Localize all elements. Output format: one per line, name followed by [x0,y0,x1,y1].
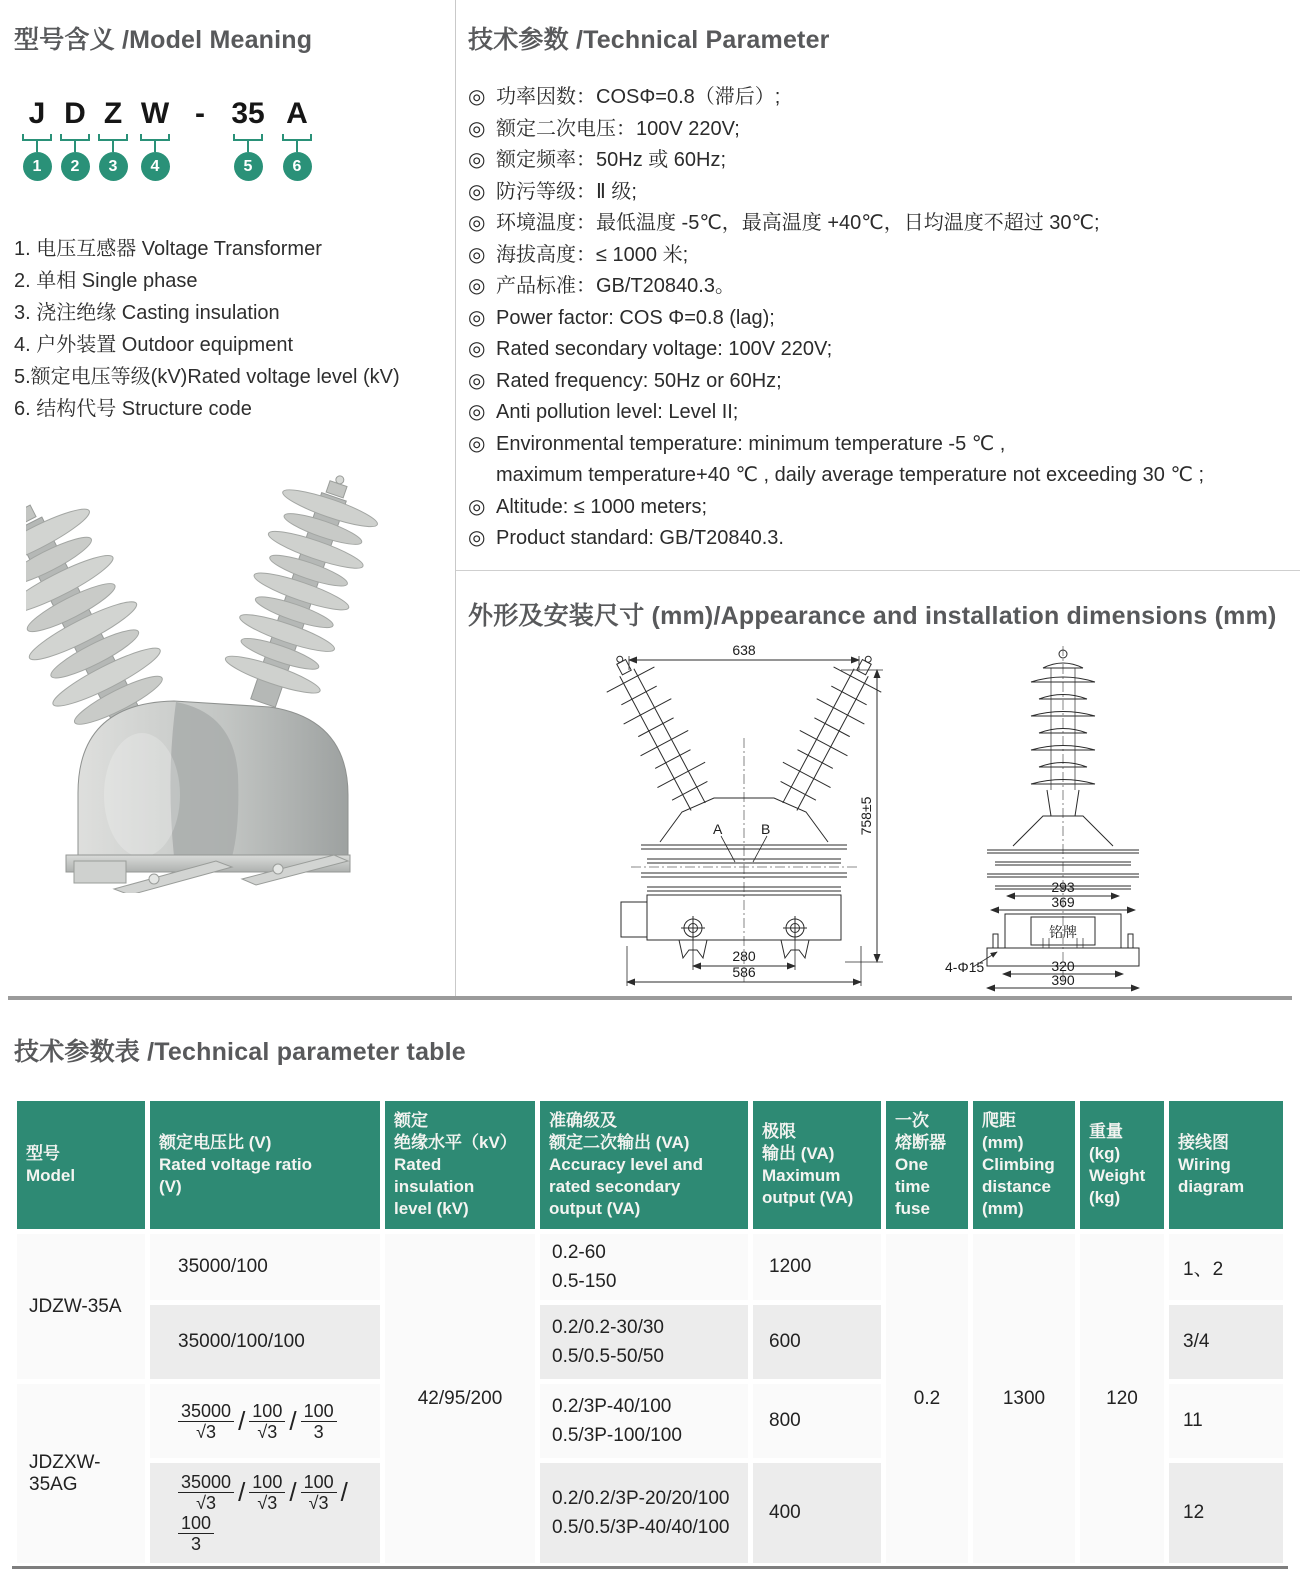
code-number-badge: 6 [283,152,312,181]
code-letter: 35 [231,97,265,130]
bullet-text: 产品标准：GB/T20840.3。 [496,275,735,297]
list-item: 6. 结构代号 Structure code [14,398,252,420]
side-view-drawing [938,640,1188,992]
technical-parameter-title: 技术参数 /Technical Parameter [468,26,830,54]
code-connector-stem [247,141,249,152]
table-bottom-rule [12,1566,1288,1569]
model-meaning-list [14,233,444,425]
model-meaning-title: 型号含义 /Model Meaning [14,26,313,54]
header-wiring: 接线图 Wiring diagram [1169,1101,1283,1229]
model-code-part [222,98,274,181]
cell-max-output: 1200 [753,1234,881,1300]
code-number-badge: 2 [61,152,90,181]
cell-max-output: 800 [753,1384,881,1458]
bullet-text: 环境温度：最低温度 -5℃，最高温度 +40℃，日均温度不超过 30℃; [496,212,1100,234]
code-letter: J [28,97,46,130]
cell-wiring: 11 [1169,1384,1283,1458]
cell-climbing: 1300 [973,1234,1075,1563]
code-connector [22,134,52,141]
bullet-line [468,82,1292,114]
list-item: 1. 电压互感器 Voltage Transformer [14,238,322,260]
header-accuracy: 准确级及 额定二次输出 (VA) Accuracy level and rated secondary output (VA) [540,1101,748,1229]
code-connector [282,134,312,141]
list-item: 5.额定电压等级(kV)Rated voltage level (kV) [14,366,400,388]
code-letter: Z [103,97,123,130]
bullet-text: maximum temperature+40 ℃ , daily average temperature not exceeding 30 ℃ ; [496,464,1205,486]
product-photo [26,465,444,898]
nameplate-label: 铭牌 [1049,924,1077,940]
bullseye-icon: ◎ [468,117,486,140]
header-insulation-level: 额定 绝缘水平（kV） Rated insulation level (kV) [385,1101,535,1229]
model-code-part [132,98,178,181]
bullseye-icon: ◎ [468,527,486,549]
bullet-line [468,145,1292,177]
bullet-line-continuation [468,460,1292,492]
right-column-divider [456,570,1300,571]
cell-wiring: 12 [1169,1463,1283,1563]
section-divider [8,996,1292,1000]
dim-293: 293 [1051,879,1075,895]
code-connector-stem [74,141,76,152]
dim-390: 390 [1051,972,1075,988]
bullseye-icon: ◎ [468,369,486,392]
cell-ratio-fractions: $\frac{35000}{√3}$ / $\frac{100}{√3}$ / $\frac{100}{3}$ [150,1384,380,1458]
dim-758: 758±5 [858,796,874,836]
cell-accuracy: 0.2/0.2-30/30 0.5/0.5-50/50 [540,1305,748,1379]
bullet-line [468,492,1292,524]
cell-insulation: 42/95/200 [385,1234,535,1563]
bullet-spacer [468,460,496,492]
bullet-text: Rated frequency: 50Hz or 60Hz; [496,369,782,392]
cell-accuracy: 0.2/0.2/3P-20/20/100 0.5/0.5/3P-40/40/100 [540,1463,748,1563]
dimension-drawings [600,640,1300,992]
terminal-b-label: B [761,821,771,837]
cell-max-output: 600 [753,1305,881,1379]
bullet-line [468,303,1292,335]
cell-ratio: 35000/100 [150,1234,380,1300]
technical-parameter-table [12,1096,1288,1569]
header-fuse: 一次 熔断器 One time fuse [886,1101,968,1229]
list-item: 2. 单相 Single phase [14,270,198,292]
bullet-line [468,177,1292,209]
bullet-line [468,334,1292,366]
front-view-drawing [600,640,910,992]
cell-ratio-fractions: $\frac{35000}{√3}$ / $\frac{100}{√3}$ / $\frac{100}{√3}$ / $\frac{100}{3}$ [150,1463,380,1563]
code-connector-stem [296,141,298,152]
bullet-line [468,397,1292,429]
bullet-text: Altitude: ≤ 1000 meters; [496,495,708,518]
cell-model: JDZW-35A [17,1234,145,1379]
bullseye-icon: ◎ [468,495,486,518]
vertical-divider [455,0,456,998]
transformer-illustration [26,465,384,893]
header-climbing: 爬距 (mm) Climbing distance (mm) [973,1101,1075,1229]
bullseye-icon: ◎ [468,212,486,234]
bullet-line [468,114,1292,146]
bullseye-icon: ◎ [468,306,486,329]
code-letter: W [140,97,170,130]
dim-586: 586 [732,964,756,980]
dim-280: 280 [732,948,756,964]
bullet-text: Rated secondary voltage: 100V 220V; [496,338,833,360]
bullseye-icon: ◎ [468,432,486,455]
cell-ratio: 35000/100/100 [150,1305,380,1379]
bullet-line [468,271,1292,303]
terminal-a-label: A [713,821,723,837]
parameter-bullets-zh [468,82,1292,555]
table-title: 技术参数表 /Technical parameter table [14,1038,466,1066]
code-letter: A [286,97,308,130]
cell-weight: 120 [1080,1234,1164,1563]
bullet-text: 海拔高度：≤ 1000 米; [496,243,689,266]
bullet-line [468,240,1292,272]
code-number-badge: 3 [99,152,128,181]
dim-holes: 4-Φ15 [945,959,985,975]
code-number-badge: 5 [234,152,263,181]
dim-320: 320 [1051,958,1075,974]
bullseye-icon: ◎ [468,149,486,171]
bullet-text: 功率因数：COSΦ=0.8（滞后）; [496,86,781,108]
cell-wiring: 3/4 [1169,1305,1283,1379]
bullet-text: Environmental temperature: minimum temperature -5 ℃ , [496,432,1006,455]
technical-parameter-section [468,20,1292,555]
cell-max-output: 400 [753,1463,881,1563]
code-connector-stem [154,141,156,152]
model-meaning-section [14,20,444,898]
bullet-text: Product standard: GB/T20840.3. [496,527,784,549]
header-max-output: 极限 输出 (VA) Maximum output (VA) [753,1101,881,1229]
dim-369: 369 [1051,894,1075,910]
model-code-part [94,98,132,181]
code-letter: - [195,97,205,130]
code-number-badge: 4 [141,152,170,181]
code-connector-stem [112,141,114,152]
bullet-text: 额定二次电压：100V 220V; [496,117,740,140]
bullet-text: 额定频率：50Hz 或 60Hz; [496,149,727,171]
code-number-badge: 1 [23,152,52,181]
header-model: 型号 Model [17,1101,145,1229]
table-row [17,1234,1283,1300]
code-connector-stem [36,141,38,152]
cell-model: JDZXW-35AG [17,1384,145,1563]
bullet-line [468,523,1292,555]
bullseye-icon: ◎ [468,180,486,203]
bullet-line [468,429,1292,461]
code-letter: D [64,97,86,130]
cell-wiring: 1、2 [1169,1234,1283,1300]
code-connector [233,134,263,141]
model-code-dash [178,98,222,130]
cell-fuse: 0.2 [886,1234,968,1563]
model-code-part [18,98,56,181]
dim-638: 638 [732,642,756,658]
bullet-line [468,366,1292,398]
bullet-line [468,208,1292,240]
model-code-diagram [18,98,444,181]
bullet-text: Anti pollution level: Level II; [496,401,739,423]
bullseye-icon: ◎ [468,401,486,423]
bullseye-icon: ◎ [468,86,486,108]
code-connector [98,134,128,141]
list-item: 3. 浇注绝缘 Casting insulation [14,302,280,324]
model-code-part [274,98,320,181]
header-weight: 重量 (kg) Weight (kg) [1080,1101,1164,1229]
dimensions-title: 外形及安装尺寸 (mm)/Appearance and installation dimensions (mm) [468,602,1277,630]
code-connector [60,134,90,141]
bullseye-icon: ◎ [468,243,486,266]
code-connector [140,134,170,141]
table-header-row [17,1101,1283,1229]
header-voltage-ratio: 额定电压比 (V) Rated voltage ratio (V) [150,1101,380,1229]
bullseye-icon: ◎ [468,338,486,360]
cell-accuracy: 0.2-60 0.5-150 [540,1234,748,1300]
model-code-part [56,98,94,181]
cell-accuracy: 0.2/3P-40/100 0.5/3P-100/100 [540,1384,748,1458]
list-item: 4. 户外装置 Outdoor equipment [14,334,294,356]
bullseye-icon: ◎ [468,275,486,297]
bullet-text: Power factor: COS Φ=0.8 (lag); [496,306,775,329]
bullet-text: 防污等级：Ⅱ 级; [496,180,637,203]
